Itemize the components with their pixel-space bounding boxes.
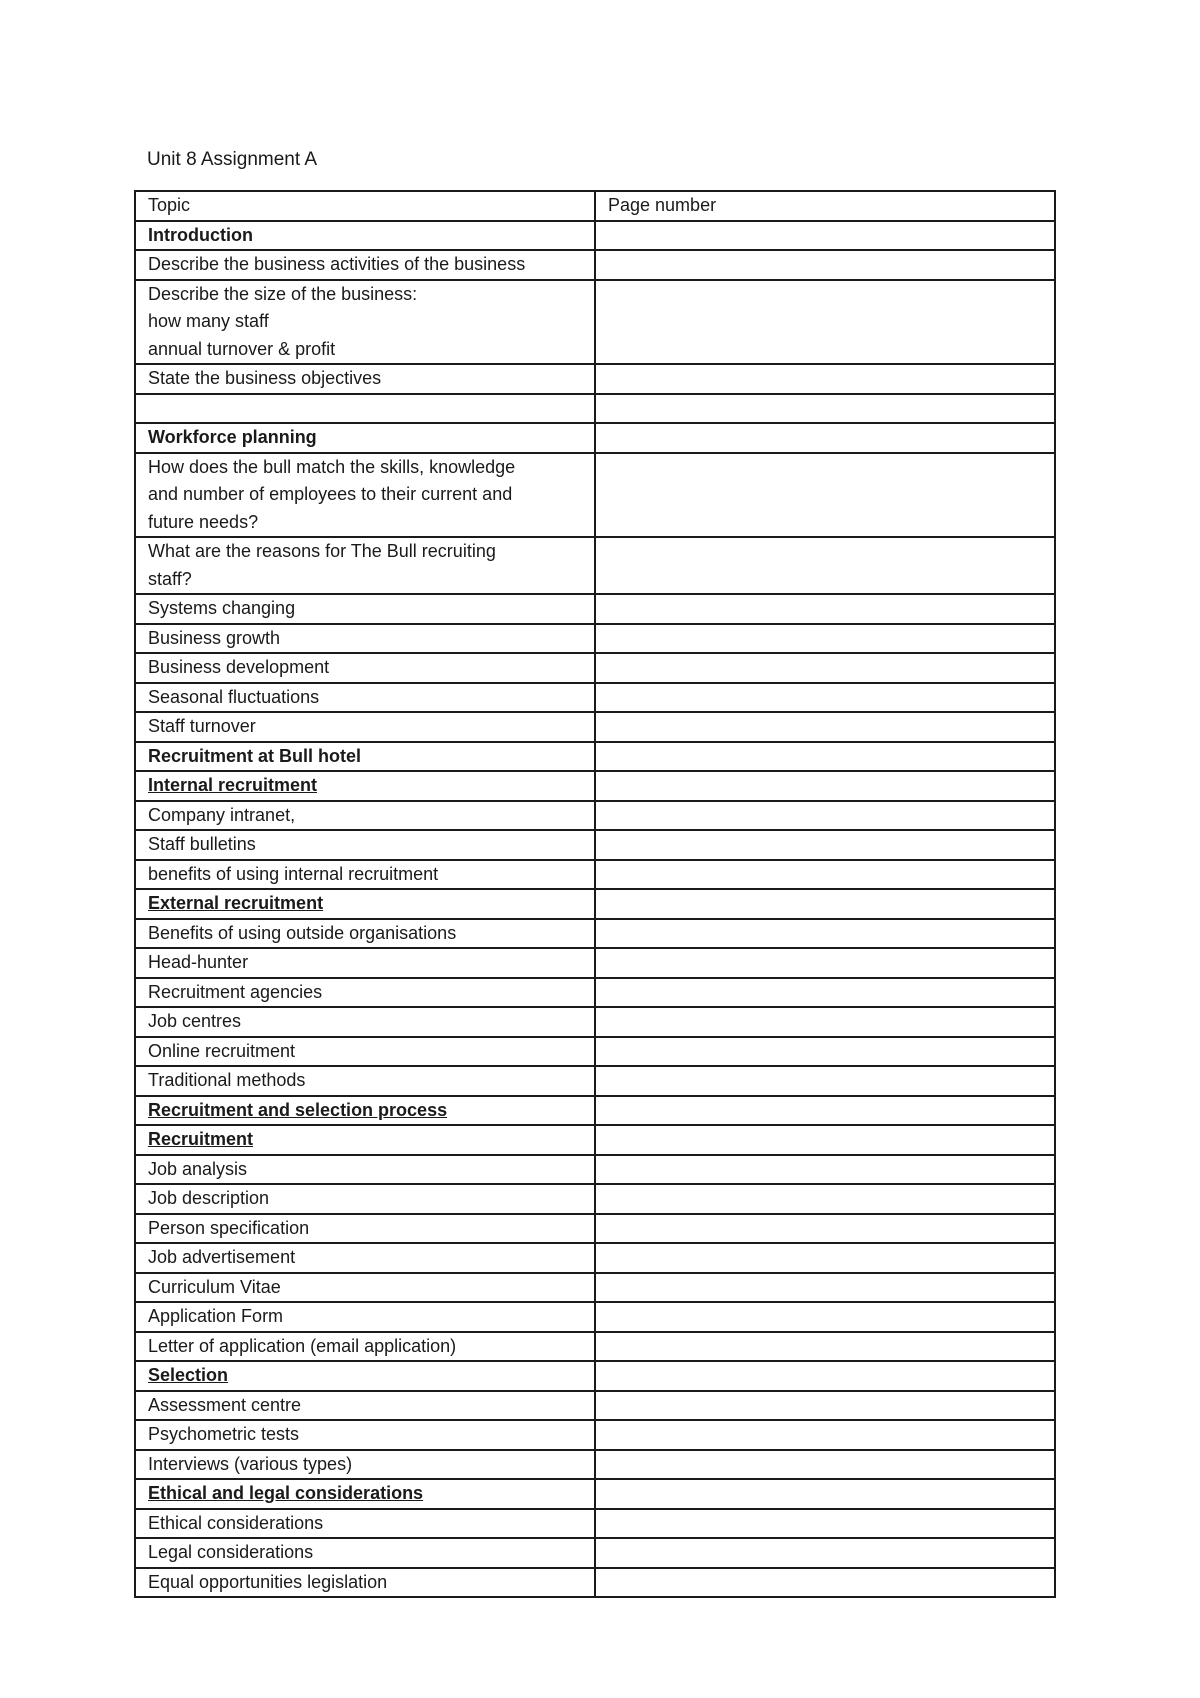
table-row (135, 453, 1055, 538)
topic-cell (135, 771, 595, 801)
topic-cell (135, 1155, 595, 1185)
topic-text: Letter of application (email application) (148, 1335, 457, 1356)
topic-text: State the business objectives (148, 368, 382, 388)
page-number-cell (595, 742, 1055, 772)
topic-text: benefits of using internal recruitment (148, 863, 439, 884)
table-row (135, 594, 1055, 624)
topic-text: Recruitment agencies (148, 981, 323, 1002)
topic-text: how many staff (148, 311, 269, 331)
topic-text: Recruitment at Bull hotel (148, 745, 362, 766)
topic-cell (135, 1007, 595, 1037)
topic-cell (135, 280, 595, 365)
page-number-cell (595, 364, 1055, 394)
topic-text: Person specification (148, 1217, 310, 1238)
page-number-cell (595, 948, 1055, 978)
topic-cell (135, 889, 595, 919)
topic-text: Staff bulletins (148, 834, 256, 854)
table-row (135, 1450, 1055, 1480)
page-number-cell (595, 1361, 1055, 1391)
page-number-cell (595, 1332, 1055, 1362)
topic-text: Head-hunter (148, 952, 249, 972)
page-number-cell (595, 1184, 1055, 1214)
topic-text: Ethical considerations (148, 1512, 324, 1533)
topic-cell (135, 1125, 595, 1155)
topic-cell (135, 742, 595, 772)
topic-text: Legal considerations (148, 1542, 314, 1562)
table-row (135, 919, 1055, 949)
table-row (135, 1007, 1055, 1037)
topic-text: Equal opportunities legislation (148, 1571, 388, 1592)
page-number-cell (595, 1066, 1055, 1096)
table-row (135, 1066, 1055, 1096)
topic-text: Curriculum Vitae (148, 1276, 281, 1297)
page-number-cell (595, 1302, 1055, 1332)
topic-cell (135, 712, 595, 742)
table-row (135, 1420, 1055, 1450)
topic-cell (135, 394, 595, 424)
table-header-row (135, 191, 1055, 221)
table-row (135, 653, 1055, 683)
topic-text: Systems changing (148, 598, 296, 618)
table-row (135, 423, 1055, 453)
table-row (135, 221, 1055, 251)
table-row (135, 280, 1055, 365)
page-number-cell (595, 1155, 1055, 1185)
topic-cell (135, 1302, 595, 1332)
table-row (135, 801, 1055, 831)
topic-text: Psychometric tests (148, 1424, 300, 1444)
table-row (135, 1568, 1055, 1598)
page-number-cell (595, 1096, 1055, 1126)
topic-cell (135, 453, 595, 538)
page-number-cell (595, 280, 1055, 365)
topic-text: Selection (148, 1365, 229, 1385)
topic-text: Describe the size of the business: (148, 283, 418, 304)
topic-text: Benefits of using outside organisations (148, 922, 457, 943)
topic-cell (135, 1479, 595, 1509)
page-number-cell (595, 653, 1055, 683)
table-row (135, 1096, 1055, 1126)
topic-text: Business development (148, 657, 330, 677)
topic-cell (135, 1332, 595, 1362)
topic-text: Internal recruitment (148, 775, 318, 795)
table-row (135, 1479, 1055, 1509)
table-row (135, 889, 1055, 919)
table-row (135, 364, 1055, 394)
topic-text: Job advertisement (148, 1247, 296, 1267)
topic-text: Job description (148, 1188, 270, 1208)
table-row (135, 1125, 1055, 1155)
topic-text: Company intranet, (148, 804, 296, 825)
page-number-cell (595, 594, 1055, 624)
topic-cell (135, 537, 595, 594)
topic-cell (135, 1037, 595, 1067)
topic-text: Workforce planning (148, 427, 317, 447)
table-row (135, 624, 1055, 654)
topic-text: staff? (148, 568, 192, 589)
topic-cell (135, 250, 595, 280)
topic-cell (135, 1361, 595, 1391)
topic-cell (135, 860, 595, 890)
topic-cell (135, 1096, 595, 1126)
topic-text (148, 395, 582, 423)
table-row (135, 1391, 1055, 1421)
topic-text: annual turnover & profit (148, 338, 336, 359)
table-row (135, 1155, 1055, 1185)
page-number-cell (595, 1568, 1055, 1598)
topic-cell (135, 221, 595, 251)
page-number-cell (595, 250, 1055, 280)
page-number-cell (595, 423, 1055, 453)
table-row (135, 537, 1055, 594)
table-row (135, 830, 1055, 860)
topic-cell (135, 1243, 595, 1273)
topic-cell (135, 801, 595, 831)
page-number-cell (595, 771, 1055, 801)
page-number-cell (595, 1125, 1055, 1155)
topic-text: Interviews (various types) (148, 1453, 353, 1474)
page-number-cell (595, 394, 1055, 424)
topic-cell (135, 1391, 595, 1421)
topic-text: Ethical and legal considerations (148, 1483, 424, 1503)
table-row (135, 1302, 1055, 1332)
table-row (135, 1538, 1055, 1568)
page-number-cell (595, 1420, 1055, 1450)
table-row (135, 1509, 1055, 1539)
table-row (135, 394, 1055, 424)
table-row (135, 683, 1055, 713)
table-row (135, 1332, 1055, 1362)
table-row (135, 1037, 1055, 1067)
topic-cell (135, 1184, 595, 1214)
topic-cell (135, 423, 595, 453)
page-number-cell (595, 860, 1055, 890)
table-row (135, 1243, 1055, 1273)
contents-table (134, 190, 1056, 1598)
page-number-cell (595, 801, 1055, 831)
topic-cell (135, 1450, 595, 1480)
page-number-cell (595, 1450, 1055, 1480)
table-row (135, 712, 1055, 742)
topic-text: Online recruitment (148, 1040, 296, 1061)
topic-text: Assessment centre (148, 1394, 302, 1415)
topic-text: External recruitment (148, 893, 324, 913)
page-number-cell (595, 624, 1055, 654)
table-row (135, 771, 1055, 801)
topic-cell (135, 1509, 595, 1539)
page-number-cell (595, 1214, 1055, 1244)
table-row (135, 1184, 1055, 1214)
topic-cell (135, 1066, 595, 1096)
document-title: Unit 8 Assignment A (147, 149, 318, 170)
topic-cell (135, 1214, 595, 1244)
topic-cell (135, 1538, 595, 1568)
topic-text: Recruitment (148, 1129, 254, 1149)
topic-text: Seasonal fluctuations (148, 686, 320, 707)
topic-column-header: Topic (135, 191, 595, 221)
topic-cell (135, 364, 595, 394)
topic-text: future needs? (148, 511, 259, 532)
topic-cell (135, 683, 595, 713)
table-row (135, 1214, 1055, 1244)
table-row (135, 742, 1055, 772)
page-number-cell (595, 683, 1055, 713)
page-number-cell (595, 889, 1055, 919)
topic-cell (135, 830, 595, 860)
page-number-cell (595, 453, 1055, 538)
topic-cell (135, 594, 595, 624)
topic-text: Traditional methods (148, 1070, 306, 1090)
page-number-column-header: Page number (595, 191, 1055, 221)
topic-text: Introduction (148, 224, 253, 245)
page-number-cell (595, 537, 1055, 594)
page-number-cell (595, 1007, 1055, 1037)
topic-text: How does the bull match the skills, knowledge (148, 456, 516, 477)
page-number-cell (595, 1479, 1055, 1509)
topic-cell (135, 624, 595, 654)
page-number-cell (595, 1243, 1055, 1273)
topic-text: Describe the business activities of the business (148, 254, 526, 274)
contents-table-body (135, 191, 1055, 1597)
topic-cell (135, 1568, 595, 1598)
page-number-cell (595, 1391, 1055, 1421)
topic-text: Staff turnover (148, 716, 256, 736)
table-row (135, 1273, 1055, 1303)
topic-text: Recruitment and selection process (148, 1099, 448, 1120)
topic-text: Business growth (148, 627, 281, 648)
topic-cell (135, 919, 595, 949)
table-row (135, 948, 1055, 978)
table-row (135, 978, 1055, 1008)
topic-cell (135, 948, 595, 978)
topic-cell (135, 653, 595, 683)
topic-text: What are the reasons for The Bull recruiting (148, 541, 496, 561)
page-number-cell (595, 830, 1055, 860)
page-number-cell (595, 1037, 1055, 1067)
topic-cell (135, 1420, 595, 1450)
table-row (135, 860, 1055, 890)
topic-cell (135, 978, 595, 1008)
page-number-cell (595, 1538, 1055, 1568)
page-number-cell (595, 919, 1055, 949)
table-row (135, 250, 1055, 280)
page-number-cell (595, 1273, 1055, 1303)
page-number-cell (595, 978, 1055, 1008)
topic-text: Job analysis (148, 1158, 248, 1179)
page-number-cell (595, 221, 1055, 251)
page-number-cell (595, 712, 1055, 742)
topic-text: Job centres (148, 1011, 242, 1031)
topic-cell (135, 1273, 595, 1303)
page-number-cell (595, 1509, 1055, 1539)
table-row (135, 1361, 1055, 1391)
topic-text: Application Form (148, 1306, 284, 1326)
topic-text: and number of employees to their current and (148, 484, 513, 504)
